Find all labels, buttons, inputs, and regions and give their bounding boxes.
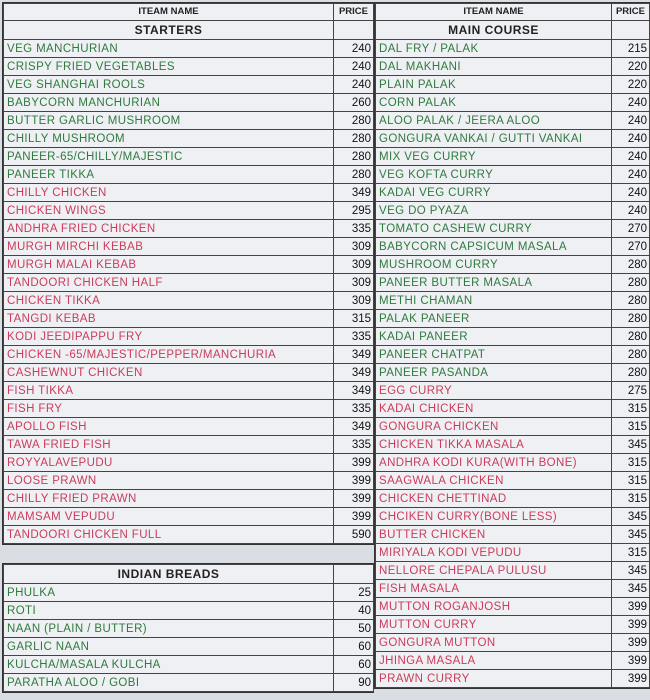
menu-item-name: FISH TIKKA xyxy=(4,382,334,400)
menu-item-row xyxy=(376,310,650,328)
menu-item-row xyxy=(376,166,650,184)
menu-item-name: PALAK PANEER xyxy=(376,310,612,328)
menu-item-price: 315 xyxy=(612,472,650,490)
menu-item-price: 315 xyxy=(612,490,650,508)
menu-item-price: 220 xyxy=(612,58,650,76)
menu-item-price: 335 xyxy=(334,328,374,346)
menu-item-row xyxy=(4,674,374,692)
menu-item-price: 345 xyxy=(612,526,650,544)
menu-item-row xyxy=(4,40,374,58)
menu-item-name: BUTTER CHICKEN xyxy=(376,526,612,544)
menu-item-price: 270 xyxy=(612,220,650,238)
menu-item-price: 260 xyxy=(334,94,374,112)
menu-item-name: PANEER-65/CHILLY/MAJESTIC xyxy=(4,148,334,166)
menu-item-price: 240 xyxy=(334,76,374,94)
menu-item-price: 280 xyxy=(612,364,650,382)
menu-item-name: KADAI PANEER xyxy=(376,328,612,346)
menu-item-price: 335 xyxy=(334,220,374,238)
menu-item-row xyxy=(4,256,374,274)
menu-item-price: 315 xyxy=(612,544,650,562)
menu-item-name: CHILLY CHICKEN xyxy=(4,184,334,202)
menu-item-row xyxy=(4,400,374,418)
menu-item-price: 349 xyxy=(334,418,374,436)
menu-item-name: MUTTON CURRY xyxy=(376,616,612,634)
menu-sheet xyxy=(2,2,648,698)
menu-item-row xyxy=(376,202,650,220)
menu-item-row xyxy=(4,472,374,490)
menu-item-row xyxy=(4,328,374,346)
menu-item-name: TAWA FRIED FISH xyxy=(4,436,334,454)
menu-item-row xyxy=(376,328,650,346)
menu-item-row xyxy=(4,526,374,544)
menu-item-price: 270 xyxy=(612,238,650,256)
menu-item-row xyxy=(4,58,374,76)
menu-item-price: 280 xyxy=(334,148,374,166)
menu-item-row xyxy=(376,490,650,508)
menu-item-name: GONGURA CHICKEN xyxy=(376,418,612,436)
menu-item-name: PARATHA ALOO / GOBI xyxy=(4,674,334,692)
menu-item-price: 345 xyxy=(612,562,650,580)
menu-item-row xyxy=(376,400,650,418)
menu-item-row xyxy=(376,112,650,130)
menu-item-row xyxy=(4,184,374,202)
menu-item-price: 90 xyxy=(334,674,374,692)
menu-item-name: PANEER BUTTER MASALA xyxy=(376,274,612,292)
menu-item-name: PANEER TIKKA xyxy=(4,166,334,184)
menu-item-price: 280 xyxy=(334,130,374,148)
menu-item-name: GONGURA VANKAI / GUTTI VANKAI xyxy=(376,130,612,148)
menu-item-price: 280 xyxy=(334,166,374,184)
menu-item-row xyxy=(376,598,650,616)
menu-item-row xyxy=(4,490,374,508)
menu-item-row xyxy=(376,454,650,472)
menu-item-name: BUTTER GARLIC MUSHROOM xyxy=(4,112,334,130)
menu-item-price: 295 xyxy=(334,202,374,220)
menu-item-row xyxy=(376,130,650,148)
menu-item-row xyxy=(4,76,374,94)
menu-item-name: GARLIC NAAN xyxy=(4,638,334,656)
menu-item-name: LOOSE PRAWN xyxy=(4,472,334,490)
menu-item-row xyxy=(4,508,374,526)
menu-item-row xyxy=(4,346,374,364)
main-course-list xyxy=(376,40,650,688)
menu-item-price: 40 xyxy=(334,602,374,620)
menu-item-row xyxy=(376,292,650,310)
menu-item-name: METHI CHAMAN xyxy=(376,292,612,310)
menu-item-name: ALOO PALAK / JEERA ALOO xyxy=(376,112,612,130)
menu-item-name: TOMATO CASHEW CURRY xyxy=(376,220,612,238)
menu-item-price: 240 xyxy=(612,94,650,112)
menu-item-name: VEG SHANGHAI ROOLS xyxy=(4,76,334,94)
menu-item-name: ROTI xyxy=(4,602,334,620)
menu-item-row xyxy=(4,436,374,454)
menu-item-price: 335 xyxy=(334,436,374,454)
menu-item-price: 315 xyxy=(334,310,374,328)
breads-title: INDIAN BREADS xyxy=(4,565,334,584)
menu-item-name: PRAWN CURRY xyxy=(376,670,612,688)
menu-item-name: DAL FRY / PALAK xyxy=(376,40,612,58)
menu-item-row xyxy=(376,364,650,382)
menu-item-price: 25 xyxy=(334,584,374,602)
menu-item-row xyxy=(4,364,374,382)
menu-item-name: CHCIKEN CURRY(BONE LESS) xyxy=(376,508,612,526)
menu-item-name: ANDHRA KODI KURA(WITH BONE) xyxy=(376,454,612,472)
menu-item-price: 240 xyxy=(612,184,650,202)
menu-item-name: CHICKEN WINGS xyxy=(4,202,334,220)
menu-item-row xyxy=(4,602,374,620)
menu-item-name: APOLLO FISH xyxy=(4,418,334,436)
menu-item-price: 280 xyxy=(612,274,650,292)
menu-item-row xyxy=(4,148,374,166)
menu-item-price: 280 xyxy=(334,112,374,130)
menu-item-name: PLAIN PALAK xyxy=(376,76,612,94)
menu-item-name: CHILLY MUSHROOM xyxy=(4,130,334,148)
menu-item-price: 349 xyxy=(334,382,374,400)
main-course-panel xyxy=(374,2,650,689)
starters-list xyxy=(4,40,374,544)
menu-item-price: 50 xyxy=(334,620,374,638)
menu-item-row xyxy=(376,76,650,94)
menu-item-row xyxy=(376,58,650,76)
main-course-table xyxy=(375,3,650,688)
menu-item-name: VEG MANCHURIAN xyxy=(4,40,334,58)
menu-item-price: 240 xyxy=(334,58,374,76)
menu-item-price: 60 xyxy=(334,638,374,656)
menu-item-name: MUSHROOM CURRY xyxy=(376,256,612,274)
menu-item-price: 280 xyxy=(612,328,650,346)
menu-item-row xyxy=(376,184,650,202)
menu-item-row xyxy=(376,220,650,238)
menu-item-row xyxy=(376,382,650,400)
menu-item-row xyxy=(376,274,650,292)
menu-item-name: ANDHRA FRIED CHICKEN xyxy=(4,220,334,238)
menu-item-name: CASHEWNUT CHICKEN xyxy=(4,364,334,382)
menu-item-row xyxy=(4,620,374,638)
menu-item-row xyxy=(4,454,374,472)
menu-item-row xyxy=(376,652,650,670)
menu-item-price: 240 xyxy=(612,130,650,148)
menu-item-row xyxy=(4,638,374,656)
menu-item-price: 315 xyxy=(612,454,650,472)
menu-item-name: JHINGA MASALA xyxy=(376,652,612,670)
menu-item-row xyxy=(4,310,374,328)
menu-item-price: 309 xyxy=(334,256,374,274)
menu-item-row xyxy=(376,526,650,544)
menu-item-price: 349 xyxy=(334,364,374,382)
menu-item-name: TANDOORI CHICKEN HALF xyxy=(4,274,334,292)
menu-item-row xyxy=(376,148,650,166)
menu-item-price: 315 xyxy=(612,400,650,418)
menu-item-row xyxy=(376,436,650,454)
menu-item-name: CORN PALAK xyxy=(376,94,612,112)
menu-item-row xyxy=(4,238,374,256)
menu-item-name: CRISPY FRIED VEGETABLES xyxy=(4,58,334,76)
menu-item-name: NELLORE CHEPALA PULUSU xyxy=(376,562,612,580)
menu-item-price: 399 xyxy=(612,598,650,616)
menu-item-price: 275 xyxy=(612,382,650,400)
menu-item-name: KADAI VEG CURRY xyxy=(376,184,612,202)
menu-item-row xyxy=(4,112,374,130)
menu-item-name: CHICKEN TIKKA xyxy=(4,292,334,310)
menu-item-price: 399 xyxy=(334,454,374,472)
menu-item-price: 280 xyxy=(612,310,650,328)
price-header: PRICE xyxy=(334,4,374,21)
menu-item-row xyxy=(4,94,374,112)
item-name-header: ITEAM NAME xyxy=(376,4,612,21)
menu-item-name: MURGH MIRCHI KEBAB xyxy=(4,238,334,256)
item-name-header: ITEAM NAME xyxy=(4,4,334,21)
menu-item-price: 399 xyxy=(334,508,374,526)
menu-item-name: MUTTON ROGANJOSH xyxy=(376,598,612,616)
menu-item-price: 220 xyxy=(612,76,650,94)
menu-item-price: 280 xyxy=(612,256,650,274)
menu-item-name: MIX VEG CURRY xyxy=(376,148,612,166)
menu-item-row xyxy=(4,382,374,400)
menu-item-price: 240 xyxy=(612,202,650,220)
menu-item-name: KULCHA/MASALA KULCHA xyxy=(4,656,334,674)
menu-item-row xyxy=(376,238,650,256)
menu-item-price: 590 xyxy=(334,526,374,544)
menu-item-name: CHICKEN CHETTINAD xyxy=(376,490,612,508)
menu-item-price: 345 xyxy=(612,436,650,454)
menu-item-price: 349 xyxy=(334,184,374,202)
menu-item-price: 399 xyxy=(334,490,374,508)
menu-item-price: 309 xyxy=(334,274,374,292)
menu-item-price: 60 xyxy=(334,656,374,674)
menu-item-name: BABYCORN CAPSICUM MASALA xyxy=(376,238,612,256)
menu-item-row xyxy=(376,562,650,580)
menu-item-name: DAL MAKHANI xyxy=(376,58,612,76)
menu-item-price: 399 xyxy=(612,652,650,670)
menu-item-name: VEG DO PYAZA xyxy=(376,202,612,220)
menu-item-name: CHICKEN -65/MAJESTIC/PEPPER/MANCHURIA xyxy=(4,346,334,364)
menu-item-price: 240 xyxy=(612,166,650,184)
menu-item-row xyxy=(4,166,374,184)
menu-item-name: MAMSAM VEPUDU xyxy=(4,508,334,526)
menu-item-price: 399 xyxy=(334,472,374,490)
menu-item-name: VEG KOFTA CURRY xyxy=(376,166,612,184)
menu-item-row xyxy=(4,130,374,148)
menu-item-row xyxy=(376,670,650,688)
menu-item-name: SAAGWALA CHICKEN xyxy=(376,472,612,490)
menu-item-price: 280 xyxy=(612,346,650,364)
starters-title: STARTERS xyxy=(4,21,334,40)
menu-item-name: EGG CURRY xyxy=(376,382,612,400)
menu-item-name: PANEER PASANDA xyxy=(376,364,612,382)
menu-item-name: MIRIYALA KODI VEPUDU xyxy=(376,544,612,562)
menu-item-row xyxy=(376,256,650,274)
menu-item-row xyxy=(376,346,650,364)
menu-item-price: 349 xyxy=(334,346,374,364)
menu-item-price: 240 xyxy=(612,112,650,130)
menu-item-row xyxy=(4,418,374,436)
breads-table xyxy=(3,564,374,692)
menu-item-name: CHILLY FRIED PRAWN xyxy=(4,490,334,508)
menu-item-price: 309 xyxy=(334,238,374,256)
menu-item-name: BABYCORN MANCHURIAN xyxy=(4,94,334,112)
menu-item-name: KODI JEEDIPAPPU FRY xyxy=(4,328,334,346)
menu-item-price: 240 xyxy=(612,148,650,166)
breads-list xyxy=(4,584,374,692)
menu-item-row xyxy=(4,584,374,602)
menu-item-price: 309 xyxy=(334,292,374,310)
menu-item-row xyxy=(4,202,374,220)
menu-item-row xyxy=(376,40,650,58)
menu-item-name: FISH MASALA xyxy=(376,580,612,598)
menu-item-row xyxy=(376,580,650,598)
menu-item-price: 280 xyxy=(612,292,650,310)
menu-item-row xyxy=(4,292,374,310)
menu-item-price: 315 xyxy=(612,418,650,436)
menu-item-name: GONGURA MUTTON xyxy=(376,634,612,652)
menu-item-name: KADAI CHICKEN xyxy=(376,400,612,418)
menu-item-name: TANDOORI CHICKEN FULL xyxy=(4,526,334,544)
menu-item-price: 399 xyxy=(612,670,650,688)
menu-item-row xyxy=(376,418,650,436)
menu-item-name: CHICKEN TIKKA MASALA xyxy=(376,436,612,454)
price-header: PRICE xyxy=(612,4,650,21)
menu-item-price: 345 xyxy=(612,508,650,526)
menu-item-price: 399 xyxy=(612,634,650,652)
menu-item-row xyxy=(376,508,650,526)
menu-item-price: 335 xyxy=(334,400,374,418)
menu-item-name: MURGH MALAI KEBAB xyxy=(4,256,334,274)
starters-table xyxy=(3,3,374,544)
menu-item-name: ROYYALAVEPUDU xyxy=(4,454,334,472)
menu-item-price: 399 xyxy=(612,616,650,634)
menu-item-name: PANEER CHATPAT xyxy=(376,346,612,364)
menu-item-price: 215 xyxy=(612,40,650,58)
menu-item-row xyxy=(376,616,650,634)
menu-item-name: TANGDI KEBAB xyxy=(4,310,334,328)
menu-item-row xyxy=(376,634,650,652)
menu-item-name: NAAN (PLAIN / BUTTER) xyxy=(4,620,334,638)
menu-item-row xyxy=(4,656,374,674)
menu-item-name: PHULKA xyxy=(4,584,334,602)
menu-item-row xyxy=(376,544,650,562)
menu-item-row xyxy=(4,220,374,238)
main-course-title: MAIN COURSE xyxy=(376,21,612,40)
menu-item-row xyxy=(376,472,650,490)
starters-panel xyxy=(2,2,374,545)
menu-item-price: 240 xyxy=(334,40,374,58)
menu-item-row xyxy=(376,94,650,112)
menu-item-name: FISH FRY xyxy=(4,400,334,418)
menu-item-row xyxy=(4,274,374,292)
menu-item-price: 345 xyxy=(612,580,650,598)
breads-panel xyxy=(2,563,374,693)
